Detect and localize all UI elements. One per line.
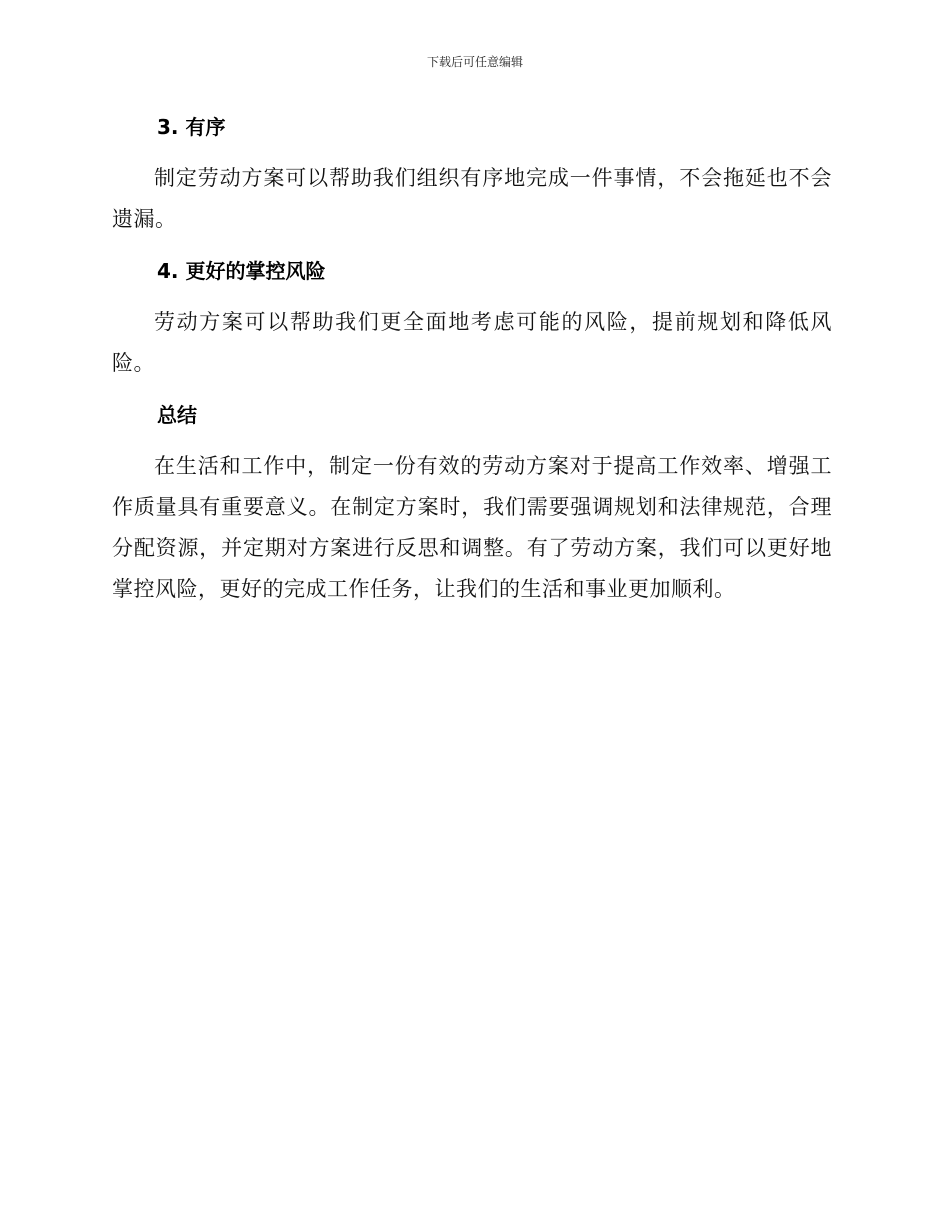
header-note: 下载后可任意编辑 xyxy=(426,55,523,69)
section-paragraph-risk-control: 劳动方案可以帮助我们更全面地考虑可能的风险，提前规划和降低风险。 xyxy=(112,310,832,375)
section-heading-risk-control: 4. 更好的掌控风险 xyxy=(157,259,326,283)
section-heading-summary: 总结 xyxy=(157,403,197,427)
document-body xyxy=(112,110,832,610)
section-heading-ordered: 3. 有序 xyxy=(157,115,226,139)
section-paragraph-ordered: 制定劳动方案可以帮助我们组织有序地完成一件事情，不会拖延也不会遗漏。 xyxy=(112,166,832,231)
section-paragraph-summary: 在生活和工作中，制定一份有效的劳动方案对于提高工作效率、增强工作质量具有重要意义。在制定方案时，我们需要强调规划和法律规范，合理分配资源，并定期对方案进行反思和调整。有了劳动方案，我们可以更好地掌控风险，更好的完成工作任务，让我们的生活和事业更加顺利。 xyxy=(112,454,832,601)
